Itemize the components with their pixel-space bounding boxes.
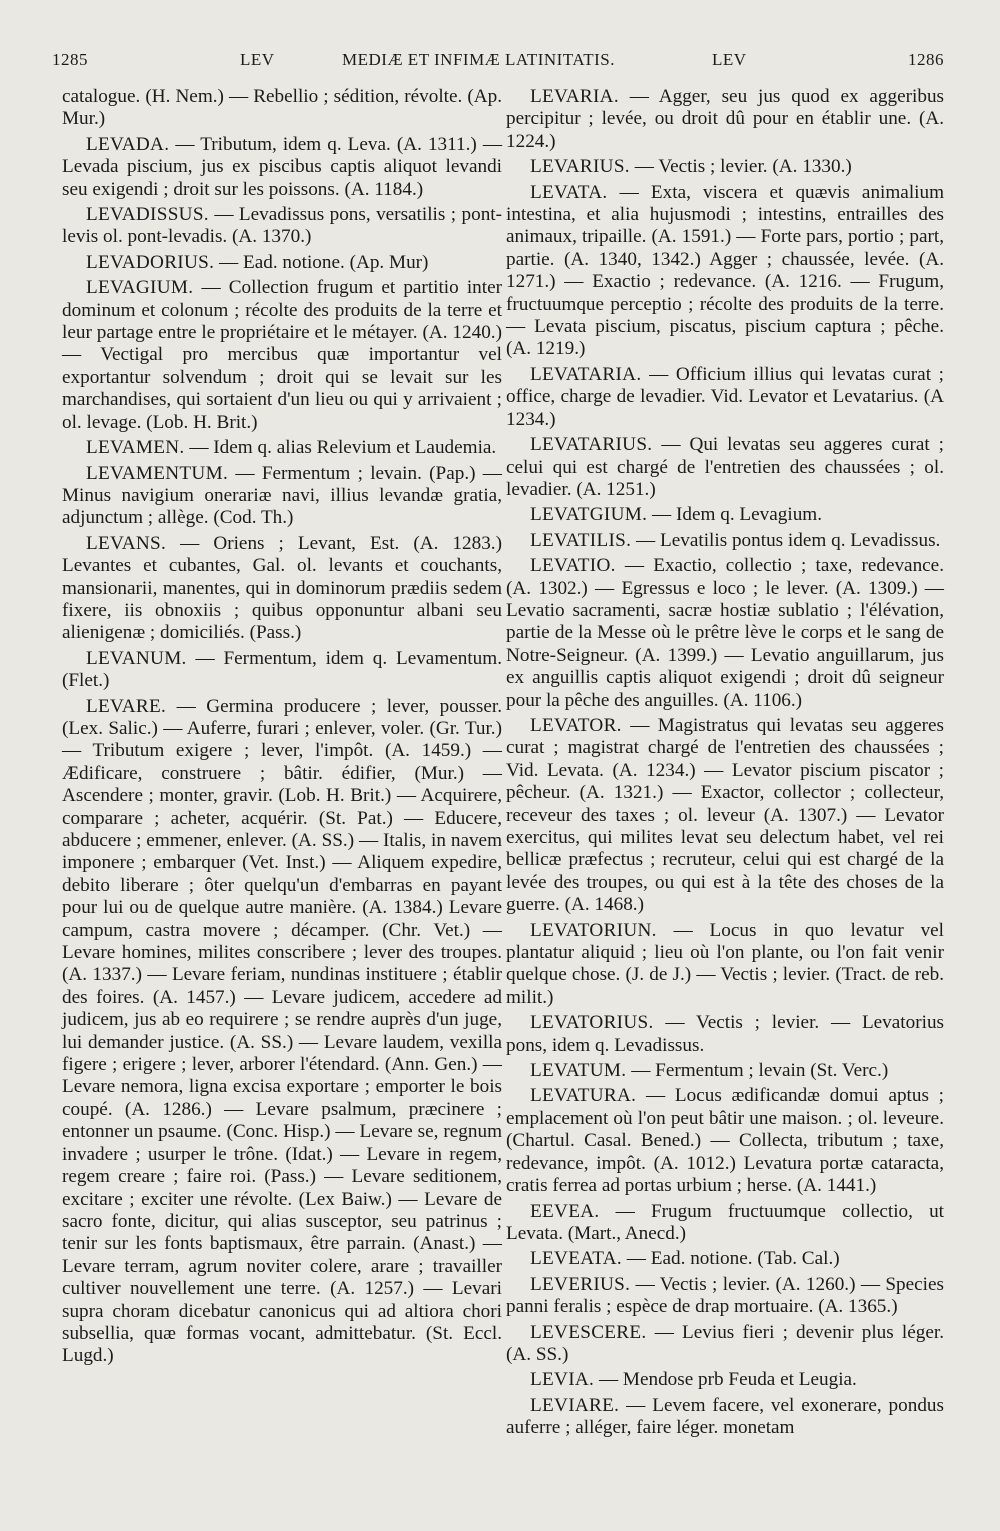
entry-headword: LEVATOR. <box>530 714 622 736</box>
dictionary-entry <box>506 1012 944 1057</box>
dictionary-entry <box>62 463 502 530</box>
entry-headword: LEVESCERE. <box>530 1321 647 1343</box>
entry-headword: LEVAGIUM. <box>86 277 194 299</box>
entry-definition: — Levem facere, vel exonerare, pondus auferre ; alléger, faire léger. monetam <box>506 1394 944 1439</box>
entry-headword: LEVATIO. <box>530 555 616 577</box>
entry-definition: — Magistratus qui levatas seu aggeres curat ; magistrat chargé de l'entretien des chaussées ; Vid. Levata. (A. 1234.) — Levator piscium piscator ; pêcheur. (A. 1321.) — Exactor, collector ; collecteur, receveur des taxes ; ol. leveur (A. 1307.) — Levator exercitus, qui milites levat seu delectum habet, vel rei bellicæ præfectus ; recruteur, celui qui est chargé de la levée des troupes, ou qui est à la tête des choses de la guerre. (A. 1468.) <box>506 714 945 916</box>
entry-definition: — Vectis ; levier. — Levatorius pons, idem q. Levadissus. <box>506 1012 944 1056</box>
dictionary-entry <box>62 648 502 693</box>
dictionary-entry <box>506 1201 944 1246</box>
entry-definition: — Officium illius qui levatas curat ; office, charge de levadier. Vid. Levator et Levatarius. (A 1234.) <box>506 363 945 430</box>
entry-headword: LEVATARIA. <box>530 363 642 385</box>
entry-definition: — Fermentum ; levain. (Pap.) — Minus navigium onerariæ navi, illius levandæ gratia, adjunctum ; allège. (Cod. Th.) <box>62 462 502 529</box>
dictionary-entry <box>62 134 502 201</box>
dictionary-entry <box>506 1322 944 1367</box>
dictionary-entry <box>506 1369 944 1391</box>
entry-definition: — Exactio, collectio ; taxe, redevance. (A. 1302.) — Egressus e loco ; le lever. (A. 1309.) — Levatio sacramenti, sacræ hostiæ sublatio ; l'élévation, partie de la Messe où le prêtre lève le corps et le sang de Notre-Seigneur. (A. 1399.) — Levatio anguillarum, jus ex anguillis captis aliquot exigendi ; droit dû seigneur pour la pêche des anguilles. (A. 1106.) <box>506 555 944 711</box>
entry-definition: — Levatilis pontus idem q. Levadissus. <box>636 529 941 551</box>
dictionary-entry <box>506 920 944 1010</box>
entry-headword: LEVARIA. <box>530 86 619 107</box>
entry-definition: catalogue. (H. Nem.) — Rebellio ; sédition, révolte. (Ap. Mur.) <box>62 86 502 130</box>
entry-definition: — Fermentum ; levain (St. Verc.) <box>631 1060 889 1082</box>
dictionary-entry <box>62 204 502 249</box>
entry-headword: LEVATORIUN. <box>530 919 657 941</box>
right-guide-word: LEV <box>712 50 747 69</box>
dictionary-entry <box>506 1395 944 1440</box>
dictionary-entry <box>62 696 502 1368</box>
entry-definition: — Ead. notione. (Ap. Mur) <box>219 251 429 273</box>
entry-definition: — Vectis ; levier. (A. 1260.) — Species panni feralis ; espèce de drap mortuaire. (A. 1365.) <box>506 1273 944 1318</box>
left-guide-word: LEV <box>240 50 275 69</box>
left-page-number: 1285 <box>52 50 88 69</box>
entry-headword: LEVANS. <box>86 532 167 554</box>
entry-headword: LEVERIUS. <box>530 1273 631 1295</box>
entry-definition: — Germina producere ; lever, pousser. (Lex. Salic.) — Auferre, furari ; enlever, voler. (Gr. Tur.) — Tributum exigere ; lever, l'impôt. (A. 1459.) — Ædificare, construere ; bâtir. édifier, (Mur.) — Ascendere ; monter, gravir. (Lob. H. Brit.) — Acquirere, comparare ; acheter, acquérir. (St. Pat.) — Educere, abducere ; emmener, enlever. (A. SS.) — Italis, in navem imponere ; embarquer (Vet. Inst.) — Aliquem expedire, debito liberare ; ôter quelqu'un d'embarras en payant pour lui ou de quelque autre manière. (A. 1384.) Levare campum, castra movere ; décamper. (Chr. Vet.) — Levare homines, milites conscribere ; lever des troupes. (A. 1337.) — Levare feriam, nundinas instituere ; établir des foires. (A. 1457.) — Levare judicem, accedere ad judicem, jus ab eo requirere ; se rendre auprès d'un juge, lui demander justice. (A. SS.) — Levare laudem, vexilla figere ; erigere ; lever, arborer l'étendard. (Ann. Gen.) — Levare nemora, ligna excisa exportare ; emporter le bois coupé. (A. 1286.) — Levare psalmum, præcinere ; entonner un psaume. (Conc. Hisp.) — Levare se, regnum invadere ; usurper le trône. (Idat.) — Levare in regem, regem creare ; faire roi. (Pass.) — Levare seditionem, excitare ; exciter une révolte. (Lex Baiw.) — Levare de sacro fonte, dicitur, qui alias susceptor, seu patrinus ; tenir sur les fonts baptismaux, être parrain. (Anast.) — Levare terram, agrum noviter colere, arare ; travailler cultiver nouvellement une terre. (A. 1257.) — Levari supra choram dicebatur canonicus qui ad altiora chori subsellia, quæ formas vocant, admittebatur. (St. Eccl. Lugd.) <box>62 695 502 1367</box>
entry-definition: — Oriens ; Levant, Est. (A. 1283.) Levantes et cubantes, Gal. ol. levants et couchants, mansionarii, manentes, qui in dominorum prædiis sedem fixere, iis obnoxiis ; quibus opponuntur albani seu alienigenæ ; domiciliés. (Pass.) <box>62 532 502 644</box>
entry-headword: LEVATA. <box>530 181 608 203</box>
dictionary-entry <box>62 277 502 434</box>
dictionary-entry <box>506 156 944 178</box>
entry-definition: — Fermentum, idem q. Levamentum. (Flet.) <box>62 647 503 692</box>
dictionary-entry <box>506 1248 944 1270</box>
dictionary-entry <box>506 504 944 526</box>
page-title: MEDIÆ ET INFIMÆ LATINITATIS. <box>342 50 615 69</box>
dictionary-entry <box>506 86 944 153</box>
entry-definition: — Agger, seu jus quod ex aggeribus percipitur ; levée, ou droit dû pour en établir une. (A. 1224.) <box>506 86 945 152</box>
entry-headword: LEVATARIUS. <box>530 434 653 456</box>
entry-definition: — Collection frugum et partitio inter dominum et colonum ; récolte des produits de la terre et leur partage entre le propriétaire et le métayer. (A. 1240.) — Vectigal pro mercibus quæ importantur vel exportantur solvendum ; droit qui se levait sur les marchandises, qui sortaient d'un lieu ou qui y arrivaient ; ol. levage. (Lob. H. Brit.) <box>62 277 502 433</box>
entry-headword: LEVATILIS. <box>530 529 632 551</box>
entry-definition: — Levadissus pons, versatilis ; pont-levis ol. pont-levadis. (A. 1370.) <box>62 204 503 248</box>
entry-definition: — Idem q. alias Relevium et Laudemia. <box>189 437 497 459</box>
dictionary-entry <box>506 555 944 712</box>
left-column <box>62 86 502 1371</box>
entry-headword: LEVAMENTUM. <box>86 462 229 484</box>
entry-definition: — Qui levatas seu aggeres curat ; celui qui est chargé de l'entretien des chaussées ; ol. levadier. (A. 1251.) <box>506 434 945 500</box>
entry-definition: — Mendose prb Feuda et Leugia. <box>598 1369 857 1391</box>
dictionary-entry <box>506 364 944 431</box>
entry-headword: LEVATURA. <box>530 1085 637 1107</box>
entry-definition: — Idem q. Levagium. <box>652 504 823 526</box>
entry-headword: LEVADORIUS. <box>86 251 215 273</box>
entry-headword: LEVEATA. <box>530 1248 622 1270</box>
entry-headword: LEVARIUS. <box>530 156 630 178</box>
dictionary-entry <box>62 437 502 459</box>
entry-headword: LEVADA. <box>86 133 170 155</box>
entry-headword: LEVIARE. <box>530 1394 620 1416</box>
dictionary-entry <box>62 252 502 274</box>
right-page-number: 1286 <box>908 50 944 69</box>
dictionary-entry <box>62 86 502 131</box>
running-header <box>52 50 944 78</box>
entry-headword: LEVATORIUS. <box>530 1012 654 1034</box>
dictionary-entry <box>506 1060 944 1082</box>
entry-headword: LEVARE. <box>86 695 167 717</box>
dictionary-entry <box>506 530 944 552</box>
entry-headword: EEVEA. <box>530 1200 600 1222</box>
dictionary-entry <box>506 715 944 917</box>
right-column <box>506 86 944 1443</box>
entry-headword: LEVANUM. <box>86 647 187 669</box>
entry-headword: LEVATUM. <box>530 1060 627 1082</box>
dictionary-entry <box>506 1085 944 1197</box>
entry-headword: LEVIA. <box>530 1369 595 1391</box>
entry-definition: — Locus ædificandæ domui aptus ; emplacement où l'on peut bâtir une maison. ; ol. leveure. (Chartul. Casal. Bened.) — Collecta, tributum ; taxe, redevance, impôt. (A. 1012.) Levatura portæ cataracta, cratis ferrea ad portas urbium ; herse. (A. 1441.) <box>506 1085 944 1197</box>
entry-definition: — Levius fieri ; devenir plus léger. (A. SS.) <box>506 1321 944 1365</box>
dictionary-entry <box>506 434 944 501</box>
entry-headword: LEVADISSUS. <box>86 204 209 226</box>
entry-definition: — Frugum fructuumque collectio, ut Levata. (Mart., Anecd.) <box>506 1200 945 1244</box>
entry-definition: — Ead. notione. (Tab. Cal.) <box>626 1248 840 1270</box>
dictionary-entry <box>506 182 944 361</box>
entry-definition: — Exta, viscera et quævis animalium intestina, et alia hujusmodi ; intestins, entrailles des animaux, tripaille. (A. 1591.) — Forte pars, portio ; part, partie. (A. 1340, 1342.) Agger ; chaussée, levée. (A. 1271.) — Exactio ; redevance. (A. 1216. — Frugum, fructuumque perceptio ; récolte des produits de la terre. — Levata piscium, piscatus, piscium captura ; pêche. (A. 1219.) <box>506 181 944 360</box>
entry-definition: — Locus in quo levatur vel plantatur aliquid ; lieu où l'on plante, ou l'on fait venir quelque chose. (J. de J.) — Vectis ; levier. (Tract. de reb. milit.) <box>506 919 945 1008</box>
entry-headword: LEVAMEN. <box>86 437 185 459</box>
entry-definition: — Tributum, idem q. Leva. (A. 1311.) — Levada piscium, jus ex piscibus captis aliquot levandi seu exigendi ; droit sur les poissons. (A. 1184.) <box>62 133 503 200</box>
entry-headword: LEVATGIUM. <box>530 504 648 526</box>
entry-definition: — Vectis ; levier. (A. 1330.) <box>634 156 852 178</box>
dictionary-entry <box>62 533 502 645</box>
dictionary-entry <box>506 1274 944 1319</box>
